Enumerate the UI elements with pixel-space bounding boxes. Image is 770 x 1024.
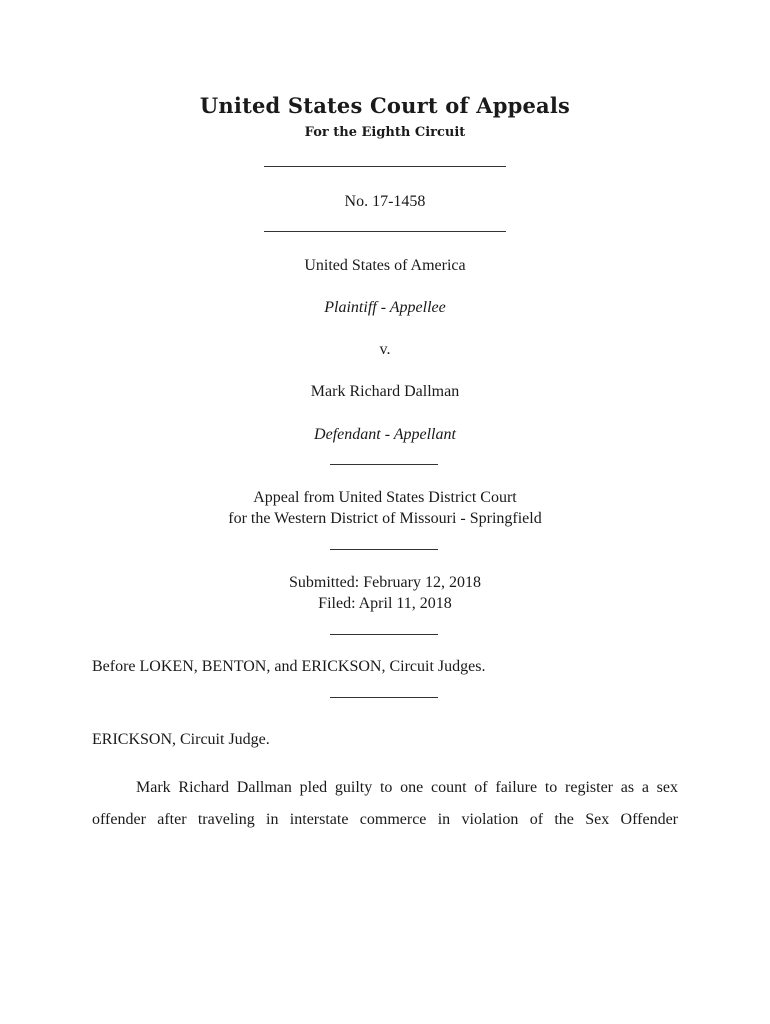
versus: v.: [379, 341, 391, 358]
divider-rule: [264, 231, 506, 232]
defendant-name: Mark Richard Dallman: [310, 383, 460, 400]
submitted-date: Submitted: February 12, 2018: [289, 574, 481, 591]
divider-rule: [330, 464, 438, 465]
circuit-name: For the Eighth Circuit: [304, 125, 466, 140]
panel-judges: Before LOKEN, BENTON, and ERICKSON, Circuit Judges.: [92, 658, 486, 675]
divider-rule: [330, 697, 438, 698]
filed-date: Filed: April 11, 2018: [318, 595, 452, 612]
court-name: United States Court of Appeals: [199, 93, 571, 118]
opinion-author: ERICKSON, Circuit Judge.: [92, 731, 270, 748]
divider-rule: [330, 549, 438, 550]
defendant-role: Defendant - Appellant: [314, 426, 456, 443]
appeal-line-2: for the Western District of Missouri - Springfield: [228, 510, 542, 527]
plaintiff-role: Plaintiff - Appellee: [324, 299, 446, 316]
opinion-line-2: offender after traveling in interstate commerce in violation of the Sex Offender: [92, 811, 678, 828]
appeal-line-1: Appeal from United States District Court: [253, 489, 517, 506]
opinion-line-1: Mark Richard Dallman pled guilty to one count of failure to register as a sex: [136, 779, 678, 796]
plaintiff-name: United States of America: [304, 257, 466, 274]
divider-rule: [330, 634, 438, 635]
case-number: No. 17-1458: [344, 193, 426, 210]
divider-rule: [264, 166, 506, 167]
